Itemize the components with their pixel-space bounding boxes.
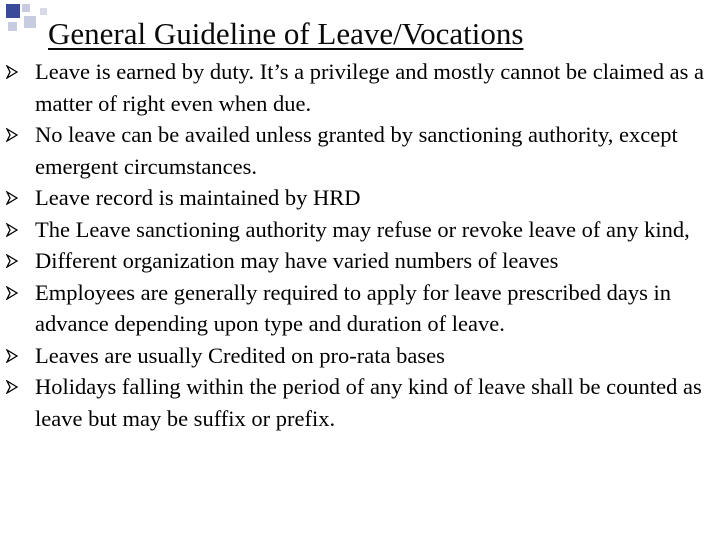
bullet-text: Leave record is maintained by HRD: [35, 185, 361, 210]
bullet-text: Holidays falling within the period of any kind of leave shall be counted as leave but may be suffix or prefix.: [35, 374, 702, 431]
slide-title: General Guideline of Leave/Vocations: [48, 16, 524, 51]
bullet-item: [0, 340, 720, 372]
bullet-text: Leave is earned by duty. It’s a privilege and mostly cannot be claimed as a matter of right even when due.: [35, 59, 704, 116]
bullet-item: [0, 214, 720, 246]
bullet-item: [0, 56, 720, 119]
arrow-bullet-icon: [6, 286, 18, 300]
bullet-item: [0, 277, 720, 340]
bullet-text: No leave can be availed unless granted by sanctioning authority, except emergent circumstances.: [35, 122, 678, 179]
bullet-item: [0, 245, 720, 277]
arrow-bullet-icon: [6, 349, 18, 363]
bullet-text: Leaves are usually Credited on pro-rata bases: [35, 342, 445, 368]
bullet-text: Different organization may have varied numbers of leaves: [35, 248, 559, 273]
arrow-bullet-icon: [6, 128, 18, 142]
bullet-text: Employees are generally required to apply for leave prescribed days in advance depending upon type and duration of leave.: [35, 279, 671, 336]
bullet-item: [0, 371, 720, 434]
bullet-text: The Leave sanctioning authority may refuse or revoke leave of any kind,: [35, 216, 690, 242]
arrow-bullet-icon: [6, 65, 18, 79]
bullet-item: [0, 119, 720, 182]
arrow-bullet-icon: [6, 254, 18, 268]
bullet-item: [0, 182, 720, 214]
arrow-bullet-icon: [6, 191, 18, 205]
arrow-bullet-icon: [6, 380, 18, 394]
arrow-bullet-icon: [6, 223, 18, 237]
bullet-list: [0, 56, 720, 434]
